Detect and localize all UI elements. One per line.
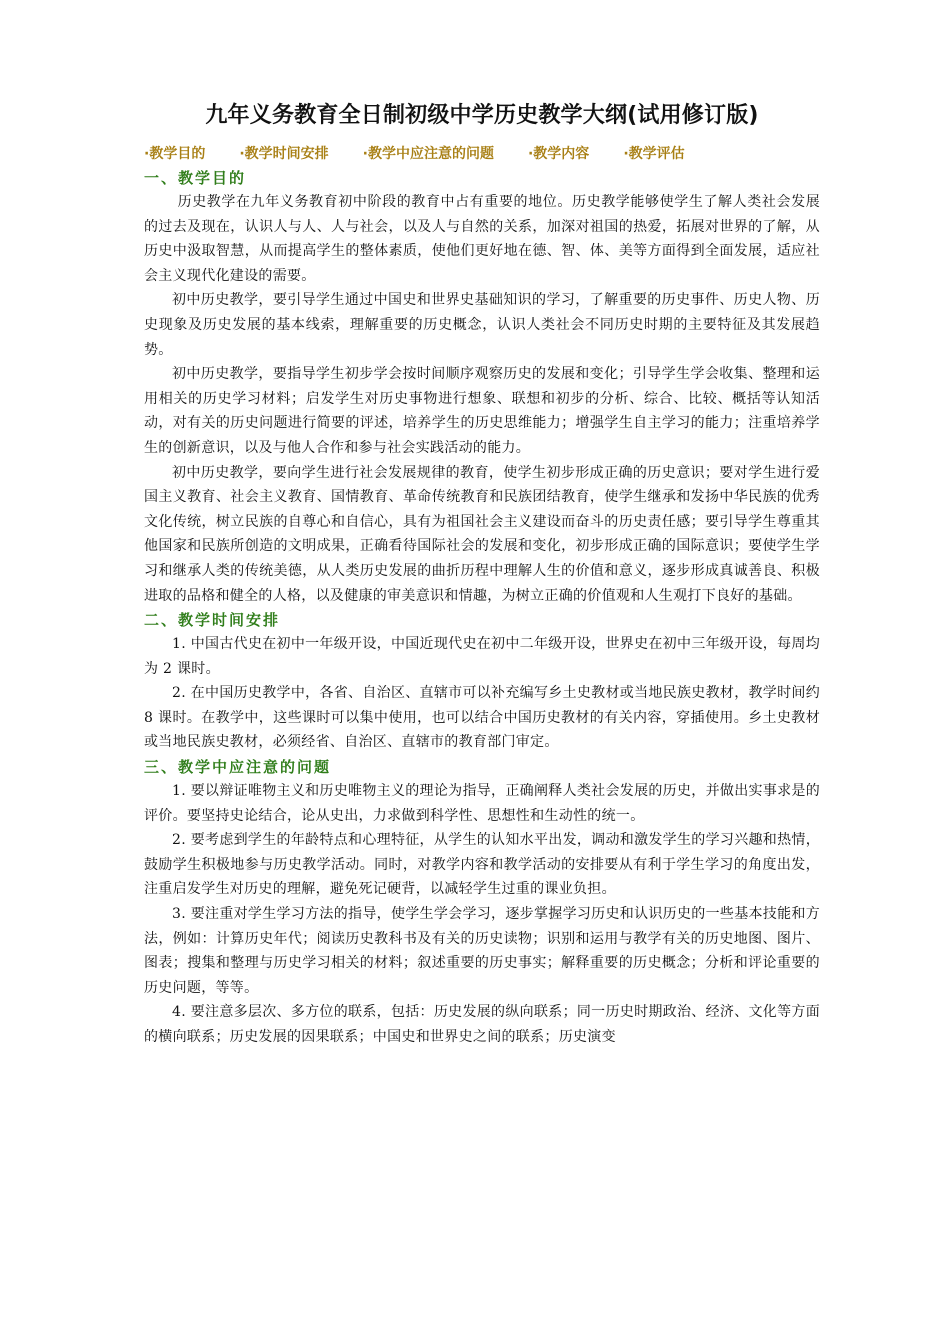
table-of-contents xyxy=(144,142,820,166)
paragraph: 初中历史教学，要指导学生初步学会按时间顺序观察历史的发展和变化；引导学生学会收集、整理和运用相关的历史学习材料；启发学生对历史事物进行想象、联想和初步的分析、综合、比较、概括等认知活动，对有关的历史问题进行简要的评述，培养学生的历史思维能力；增强学生自主学习的能力；注重培养学生的创新意识，以及与他人合作和参与社会实践活动的能力。 xyxy=(144,366,820,456)
section-heading-purpose: 一、教学目的 xyxy=(144,169,247,187)
paragraph: 2. 要考虑到学生的年龄特点和心理特征，从学生的认知水平出发，调动和激发学生的学习兴趣和热情，鼓励学生积极地参与历史教学活动。同时，对教学内容和教学活动的安排要从有利于学生学习的角度出发，注重启发学生对历史的理解，避免死记硬背，以减轻学生过重的课业负担。 xyxy=(144,832,820,898)
toc-link-teaching-purpose[interactable]: ·教学目的 xyxy=(144,146,206,162)
paragraph: 1. 中国古代史在初中一年级开设，中国近现代史在初中二年级开设，世界史在初中三年级开设，每周均为 2 课时。 xyxy=(144,636,820,677)
paragraph: 初中历史教学，要引导学生通过中国史和世界史基础知识的学习，了解重要的历史事件、历史人物、历史现象及历史发展的基本线索，理解重要的历史概念，认识人类社会不同历史时期的主要特征及其发展趋势。 xyxy=(144,292,820,358)
section-heading-schedule: 二、教学时间安排 xyxy=(144,611,281,630)
paragraph: 4. 要注意多层次、多方位的联系，包括：历史发展的纵向联系；同一历史时期政治、经济、文化等方面的横向联系；历史发展的因果联系；中国史和世界史之间的联系；历史演变 xyxy=(144,1004,820,1045)
paragraph: 2. 在中国历史教学中，各省、自治区、直辖市可以补充编写乡土史教材或当地民族史教材，教学时间约 8 课时。在教学中，这些课时可以集中使用，也可以结合中国历史教材的有关内容，穿插使用。乡土史教材或当地民族史教材，必须经省、自治区、直辖市的教育部门审定。 xyxy=(144,685,820,751)
document-page xyxy=(144,100,820,1050)
section-heading-notes: 三、教学中应注意的问题 xyxy=(144,758,332,777)
toc-link-teaching-content[interactable]: ·教学内容 xyxy=(527,146,590,162)
paragraph: 1. 要以辩证唯物主义和历史唯物主义的理论为指导，正确阐释人类社会发展的历史，并做出实事求是的评价。要坚持史论结合，论从史出，力求做到科学性、思想性和生动性的统一。 xyxy=(144,783,820,824)
document-title: 九年义务教育全日制初级中学历史教学大纲(试用修订版) xyxy=(205,103,759,128)
paragraph: 历史教学在九年义务教育初中阶段的教育中占有重要的地位。历史教学能够使学生了解人类社会发展的过去及现在，认识人与人、人与社会，以及人与自然的关系，加深对祖国的热爱，拓展对世界的了解，从历史中汲取智慧，从而提高学生的整体素质，使他们更好地在德、智、体、美等方面得到全面发展，适应社会主义现代化建设的需要。 xyxy=(144,194,820,284)
paragraph: 3. 要注重对学生学习方法的指导，使学生学会学习，逐步掌握学习历史和认识历史的一些基本技能和方法，例如：计算历史年代；阅读历史教科书及有关的历史读物；识别和运用与教学有关的历史地图、图片、图表；搜集和整理与历史学习相关的材料；叙述重要的历史事实；解释重要的历史概念；分析和评论重要的历史问题，等等。 xyxy=(144,906,820,996)
toc-link-teaching-evaluation[interactable]: ·教学评估 xyxy=(623,146,685,162)
toc-link-teaching-schedule[interactable]: ·教学时间安排 xyxy=(239,146,329,162)
paragraph: 初中历史教学，要向学生进行社会发展规律的教育，使学生初步形成正确的历史意识；要对学生进行爱国主义教育、社会主义教育、国情教育、革命传统教育和民族团结教育，使学生继承和发扬中华民族的优秀文化传统，树立民族的自尊心和自信心，具有为祖国社会主义建设而奋斗的历史责任感；要引导学生尊重其他国家和民族所创造的文明成果，正确看待国际社会的发展和变化，初步形成正确的国际意识；要使学生学习和继承人类的传统美德，从人类历史发展的曲折历程中理解人生的价值和意义，逐步形成真诚善良、积极进取的品格和健全的人格，以及健康的审美意识和情趣，为树立正确的价值观和人生观打下良好的基础。 xyxy=(144,464,820,604)
toc-link-teaching-notes[interactable]: ·教学中应注意的问题 xyxy=(362,146,494,162)
